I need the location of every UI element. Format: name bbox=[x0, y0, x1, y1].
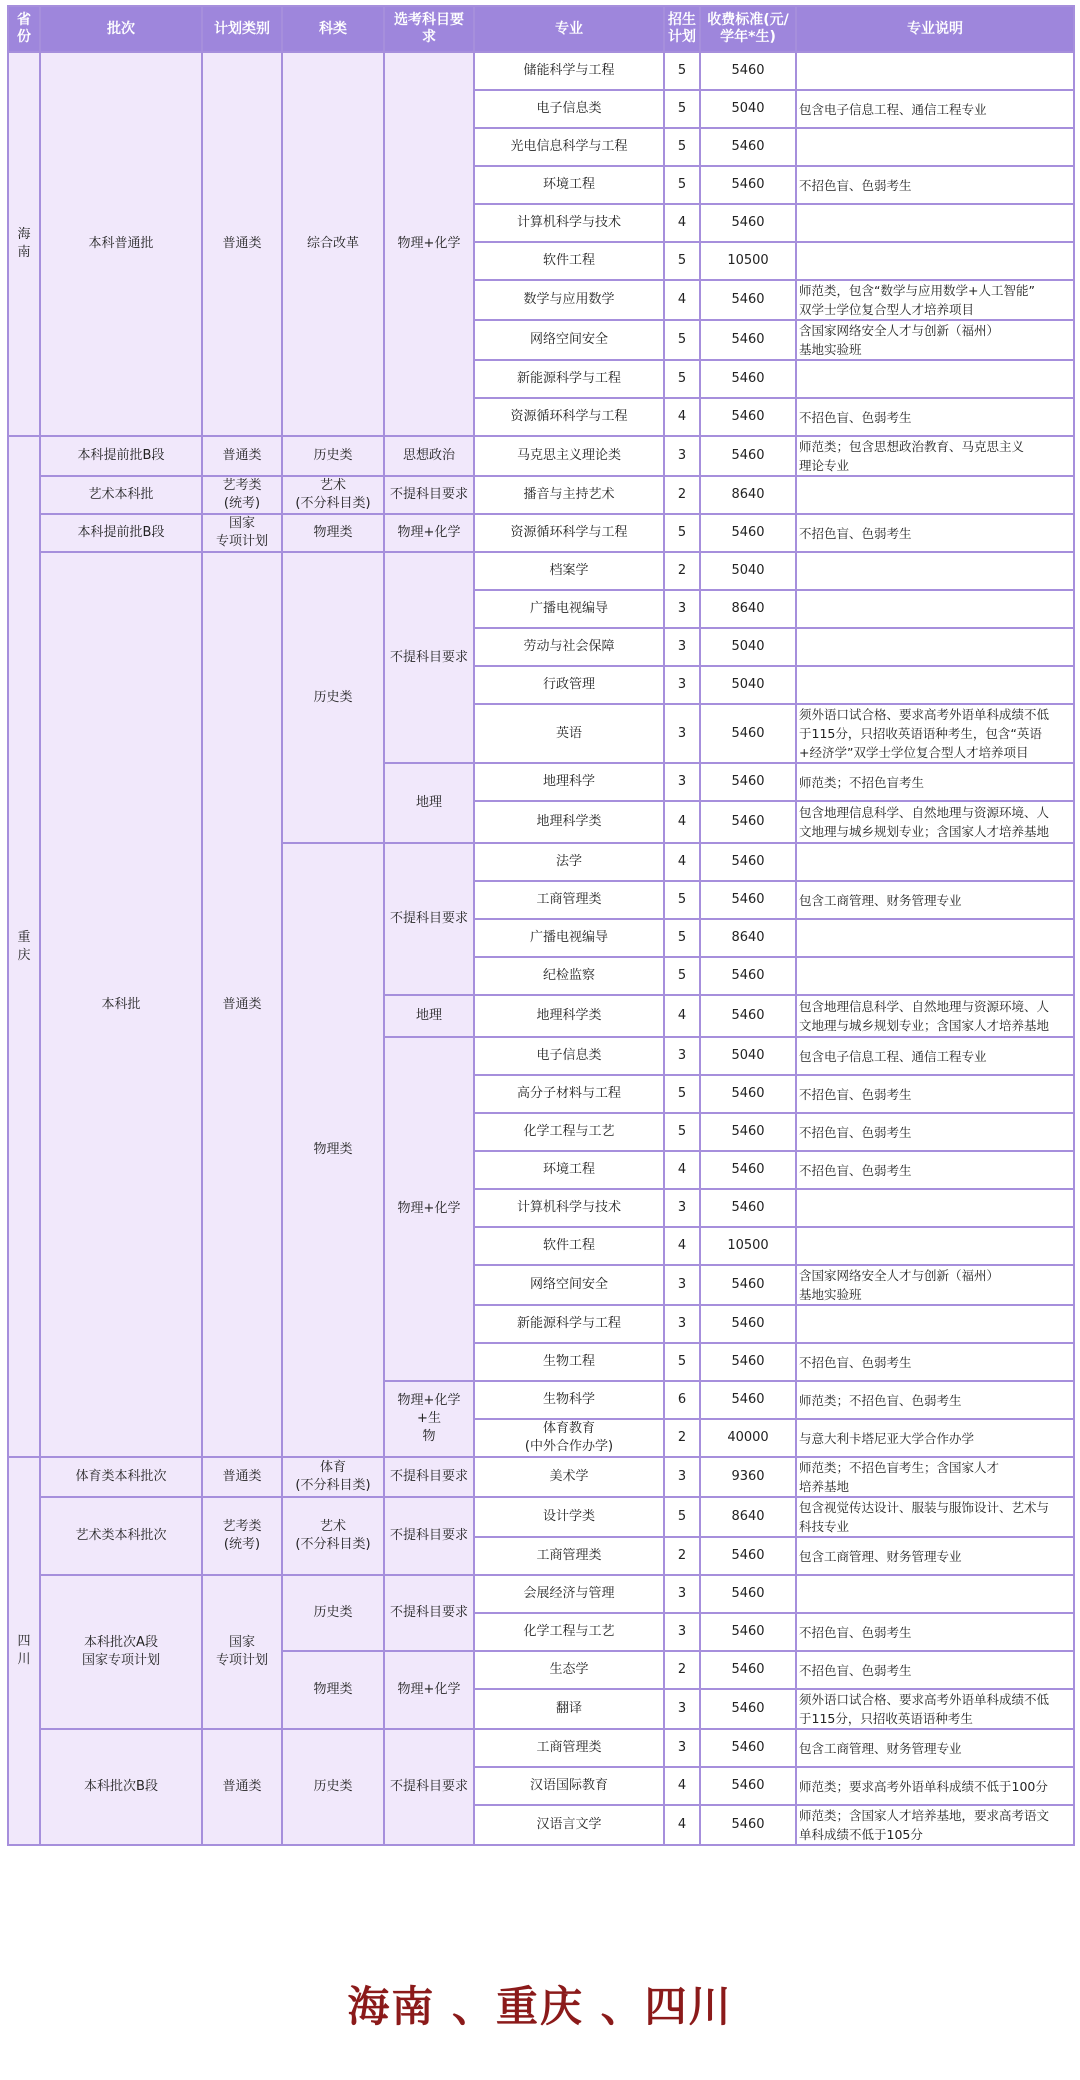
description-cell bbox=[796, 590, 1074, 628]
major-cell: 软件工程 bbox=[474, 242, 664, 280]
description-cell bbox=[796, 628, 1074, 666]
enrollment-cell: 5 bbox=[664, 128, 700, 166]
major-cell: 会展经济与管理 bbox=[474, 1575, 664, 1613]
plan-type-cell: 艺考类 (统考) bbox=[202, 1497, 282, 1575]
major-cell: 工商管理类 bbox=[474, 1537, 664, 1575]
fee-cell: 5460 bbox=[700, 1729, 796, 1767]
subject-category-cell: 艺术 (不分科目类) bbox=[282, 1497, 384, 1575]
enrollment-cell: 3 bbox=[664, 590, 700, 628]
fee-cell: 5460 bbox=[700, 763, 796, 801]
header-fee: 收费标准(元/学年*生) bbox=[700, 6, 796, 52]
description-cell bbox=[796, 1227, 1074, 1265]
table-row bbox=[8, 436, 1074, 476]
description-cell bbox=[796, 242, 1074, 280]
table-row bbox=[8, 1497, 1074, 1537]
fee-cell: 40000 bbox=[700, 1419, 796, 1457]
description-cell: 不招色盲、色弱考生 bbox=[796, 1113, 1074, 1151]
description-cell: 师范类；含国家人才培养基地，要求高考语文 单科成绩不低于105分 bbox=[796, 1805, 1074, 1845]
enrollment-cell: 4 bbox=[664, 1151, 700, 1189]
fee-cell: 5460 bbox=[700, 436, 796, 476]
batch-cell: 本科批 bbox=[40, 552, 202, 1457]
subject-requirement-cell: 地理 bbox=[384, 763, 474, 843]
fee-cell: 5460 bbox=[700, 1575, 796, 1613]
enrollment-cell: 3 bbox=[664, 1613, 700, 1651]
enrollment-cell: 5 bbox=[664, 90, 700, 128]
enrollment-cell: 5 bbox=[664, 1075, 700, 1113]
fee-cell: 5460 bbox=[700, 204, 796, 242]
major-cell: 设计学类 bbox=[474, 1497, 664, 1537]
major-cell: 新能源科学与工程 bbox=[474, 360, 664, 398]
subject-category-cell: 综合改革 bbox=[282, 52, 384, 436]
enrollment-cell: 3 bbox=[664, 436, 700, 476]
enrollment-cell: 4 bbox=[664, 843, 700, 881]
fee-cell: 5460 bbox=[700, 881, 796, 919]
major-cell: 马克思主义理论类 bbox=[474, 436, 664, 476]
enrollment-cell: 4 bbox=[664, 1805, 700, 1845]
fee-cell: 5460 bbox=[700, 398, 796, 436]
description-cell: 包含视觉传达设计、服装与服饰设计、艺术与 科技专业 bbox=[796, 1497, 1074, 1537]
table-row bbox=[8, 52, 1074, 90]
major-cell: 光电信息科学与工程 bbox=[474, 128, 664, 166]
major-cell: 环境工程 bbox=[474, 166, 664, 204]
enrollment-cell: 5 bbox=[664, 957, 700, 995]
table-row bbox=[8, 1457, 1074, 1497]
major-cell: 生态学 bbox=[474, 1651, 664, 1689]
batch-cell: 本科提前批B段 bbox=[40, 436, 202, 476]
enrollment-cell: 4 bbox=[664, 204, 700, 242]
fee-cell: 5460 bbox=[700, 1343, 796, 1381]
description-cell bbox=[796, 552, 1074, 590]
description-cell: 包含地理信息科学、自然地理与资源环境、人 文地理与城乡规划专业；含国家人才培养基地 bbox=[796, 801, 1074, 843]
subject-category-cell: 艺术 (不分科目类) bbox=[282, 476, 384, 514]
description-cell: 含国家网络安全人才与创新（福州） 基地实验班 bbox=[796, 1265, 1074, 1305]
subject-requirement-cell: 不提科目要求 bbox=[384, 1575, 474, 1651]
header-description: 专业说明 bbox=[796, 6, 1074, 52]
fee-cell: 5460 bbox=[700, 128, 796, 166]
major-cell: 软件工程 bbox=[474, 1227, 664, 1265]
description-cell bbox=[796, 1305, 1074, 1343]
header-plan-type: 计划类别 bbox=[202, 6, 282, 52]
fee-cell: 5460 bbox=[700, 1151, 796, 1189]
subject-requirement-cell: 地理 bbox=[384, 995, 474, 1037]
enrollment-cell: 4 bbox=[664, 995, 700, 1037]
fee-cell: 8640 bbox=[700, 476, 796, 514]
subject-category-cell: 物理类 bbox=[282, 1651, 384, 1729]
description-cell: 不招色盲、色弱考生 bbox=[796, 1343, 1074, 1381]
major-cell: 电子信息类 bbox=[474, 1037, 664, 1075]
enrollment-cell: 5 bbox=[664, 166, 700, 204]
description-cell bbox=[796, 476, 1074, 514]
major-cell: 网络空间安全 bbox=[474, 1265, 664, 1305]
description-cell: 师范类；不招色盲、色弱考生 bbox=[796, 1381, 1074, 1419]
subject-requirement-cell: 不提科目要求 bbox=[384, 1457, 474, 1497]
fee-cell: 8640 bbox=[700, 1497, 796, 1537]
enrollment-cell: 3 bbox=[664, 666, 700, 704]
enrollment-cell: 3 bbox=[664, 763, 700, 801]
description-cell: 含国家网络安全人才与创新（福州） 基地实验班 bbox=[796, 320, 1074, 360]
fee-cell: 5460 bbox=[700, 360, 796, 398]
fee-cell: 5460 bbox=[700, 514, 796, 552]
enrollment-cell: 4 bbox=[664, 801, 700, 843]
subject-requirement-cell: 不提科目要求 bbox=[384, 843, 474, 995]
subject-category-cell: 历史类 bbox=[282, 1575, 384, 1651]
admissions-table bbox=[7, 5, 1075, 1846]
major-cell: 计算机科学与技术 bbox=[474, 204, 664, 242]
enrollment-cell: 5 bbox=[664, 514, 700, 552]
description-cell: 包含工商管理、财务管理专业 bbox=[796, 1729, 1074, 1767]
enrollment-cell: 4 bbox=[664, 280, 700, 320]
enrollment-cell: 2 bbox=[664, 476, 700, 514]
subject-requirement-cell: 不提科目要求 bbox=[384, 476, 474, 514]
plan-type-cell: 国家 专项计划 bbox=[202, 1575, 282, 1729]
major-cell: 广播电视编导 bbox=[474, 590, 664, 628]
enrollment-cell: 6 bbox=[664, 1381, 700, 1419]
description-cell: 包含工商管理、财务管理专业 bbox=[796, 881, 1074, 919]
table-body bbox=[8, 52, 1074, 1845]
description-cell: 不招色盲、色弱考生 bbox=[796, 1651, 1074, 1689]
description-cell: 不招色盲、色弱考生 bbox=[796, 1613, 1074, 1651]
major-cell: 工商管理类 bbox=[474, 881, 664, 919]
description-cell: 师范类；不招色盲考生 bbox=[796, 763, 1074, 801]
plan-type-cell: 艺考类 (统考) bbox=[202, 476, 282, 514]
enrollment-cell: 3 bbox=[664, 1575, 700, 1613]
description-cell: 师范类，包含“数学与应用数学+人工智能” 双学士学位复合型人才培养项目 bbox=[796, 280, 1074, 320]
subject-category-cell: 体育 (不分科目类) bbox=[282, 1457, 384, 1497]
major-cell: 纪检监察 bbox=[474, 957, 664, 995]
plan-type-cell: 普通类 bbox=[202, 1457, 282, 1497]
major-cell: 档案学 bbox=[474, 552, 664, 590]
batch-cell: 本科批次B段 bbox=[40, 1729, 202, 1845]
enrollment-cell: 2 bbox=[664, 1537, 700, 1575]
fee-cell: 5460 bbox=[700, 843, 796, 881]
batch-cell: 艺术本科批 bbox=[40, 476, 202, 514]
major-cell: 工商管理类 bbox=[474, 1729, 664, 1767]
fee-cell: 5460 bbox=[700, 1613, 796, 1651]
subject-requirement-cell: 不提科目要求 bbox=[384, 1497, 474, 1575]
enrollment-cell: 5 bbox=[664, 320, 700, 360]
subject-category-cell: 历史类 bbox=[282, 1729, 384, 1845]
plan-type-cell: 普通类 bbox=[202, 1729, 282, 1845]
enrollment-cell: 2 bbox=[664, 1419, 700, 1457]
major-cell: 生物科学 bbox=[474, 1381, 664, 1419]
major-cell: 化学工程与工艺 bbox=[474, 1613, 664, 1651]
major-cell: 资源循环科学与工程 bbox=[474, 514, 664, 552]
major-cell: 美术学 bbox=[474, 1457, 664, 1497]
fee-cell: 5460 bbox=[700, 1651, 796, 1689]
major-cell: 法学 bbox=[474, 843, 664, 881]
description-cell: 包含地理信息科学、自然地理与资源环境、人 文地理与城乡规划专业；含国家人才培养基地 bbox=[796, 995, 1074, 1037]
major-cell: 新能源科学与工程 bbox=[474, 1305, 664, 1343]
enrollment-cell: 3 bbox=[664, 1305, 700, 1343]
description-cell bbox=[796, 204, 1074, 242]
description-cell: 须外语口试合格、要求高考外语单科成绩不低 于115分，只招收英语语种考生，包含“英语 +经济学”双学士学位复合型人才培养项目 bbox=[796, 704, 1074, 763]
description-cell bbox=[796, 666, 1074, 704]
major-cell: 广播电视编导 bbox=[474, 919, 664, 957]
fee-cell: 5040 bbox=[700, 628, 796, 666]
major-cell: 地理科学类 bbox=[474, 801, 664, 843]
major-cell: 劳动与社会保障 bbox=[474, 628, 664, 666]
major-cell: 高分子材料与工程 bbox=[474, 1075, 664, 1113]
fee-cell: 10500 bbox=[700, 1227, 796, 1265]
enrollment-cell: 3 bbox=[664, 628, 700, 666]
plan-type-cell: 普通类 bbox=[202, 436, 282, 476]
fee-cell: 5460 bbox=[700, 280, 796, 320]
enrollment-cell: 4 bbox=[664, 1767, 700, 1805]
enrollment-cell: 4 bbox=[664, 398, 700, 436]
enrollment-cell: 5 bbox=[664, 919, 700, 957]
enrollment-cell: 5 bbox=[664, 52, 700, 90]
fee-cell: 5460 bbox=[700, 957, 796, 995]
fee-cell: 5460 bbox=[700, 1689, 796, 1729]
subject-requirement-cell: 物理+化学 bbox=[384, 52, 474, 436]
enrollment-cell: 5 bbox=[664, 881, 700, 919]
fee-cell: 9360 bbox=[700, 1457, 796, 1497]
major-cell: 资源循环科学与工程 bbox=[474, 398, 664, 436]
description-cell bbox=[796, 360, 1074, 398]
fee-cell: 5460 bbox=[700, 1537, 796, 1575]
description-cell: 不招色盲、色弱考生 bbox=[796, 514, 1074, 552]
header-enrollment: 招生计划 bbox=[664, 6, 700, 52]
description-cell: 不招色盲、色弱考生 bbox=[796, 166, 1074, 204]
enrollment-cell: 3 bbox=[664, 1689, 700, 1729]
description-cell bbox=[796, 128, 1074, 166]
enrollment-cell: 5 bbox=[664, 1343, 700, 1381]
enrollment-cell: 2 bbox=[664, 552, 700, 590]
major-cell: 化学工程与工艺 bbox=[474, 1113, 664, 1151]
major-cell: 网络空间安全 bbox=[474, 320, 664, 360]
major-cell: 地理科学类 bbox=[474, 995, 664, 1037]
fee-cell: 5460 bbox=[700, 1113, 796, 1151]
major-cell: 地理科学 bbox=[474, 763, 664, 801]
enrollment-cell: 3 bbox=[664, 1265, 700, 1305]
fee-cell: 5040 bbox=[700, 552, 796, 590]
fee-cell: 5460 bbox=[700, 995, 796, 1037]
table-row bbox=[8, 1575, 1074, 1613]
subject-requirement-cell: 不提科目要求 bbox=[384, 1729, 474, 1845]
province-cell: 海 南 bbox=[8, 52, 40, 436]
header-batch: 批次 bbox=[40, 6, 202, 52]
description-cell bbox=[796, 1575, 1074, 1613]
plan-type-cell: 国家 专项计划 bbox=[202, 514, 282, 552]
description-cell: 师范类；包含思想政治教育、马克思主义 理论专业 bbox=[796, 436, 1074, 476]
batch-cell: 体育类本科批次 bbox=[40, 1457, 202, 1497]
table-row bbox=[8, 552, 1074, 590]
fee-cell: 8640 bbox=[700, 919, 796, 957]
major-cell: 播音与主持艺术 bbox=[474, 476, 664, 514]
major-cell: 环境工程 bbox=[474, 1151, 664, 1189]
subject-requirement-cell: 物理+化学 bbox=[384, 514, 474, 552]
subject-requirement-cell: 物理+化学 bbox=[384, 1037, 474, 1381]
fee-cell: 10500 bbox=[700, 242, 796, 280]
fee-cell: 5460 bbox=[700, 1767, 796, 1805]
description-cell: 不招色盲、色弱考生 bbox=[796, 1151, 1074, 1189]
subject-requirement-cell: 物理+化学+生 物 bbox=[384, 1381, 474, 1457]
plan-type-cell: 普通类 bbox=[202, 52, 282, 436]
fee-cell: 5040 bbox=[700, 666, 796, 704]
enrollment-cell: 2 bbox=[664, 1651, 700, 1689]
fee-cell: 5460 bbox=[700, 801, 796, 843]
description-cell: 不招色盲、色弱考生 bbox=[796, 398, 1074, 436]
subject-requirement-cell: 思想政治 bbox=[384, 436, 474, 476]
major-cell: 电子信息类 bbox=[474, 90, 664, 128]
enrollment-cell: 5 bbox=[664, 1497, 700, 1537]
description-cell: 师范类；要求高考外语单科成绩不低于100分 bbox=[796, 1767, 1074, 1805]
table-row bbox=[8, 1729, 1074, 1767]
major-cell: 体育教育 (中外合作办学) bbox=[474, 1419, 664, 1457]
description-cell: 包含工商管理、财务管理专业 bbox=[796, 1537, 1074, 1575]
enrollment-cell: 3 bbox=[664, 704, 700, 763]
description-cell: 包含电子信息工程、通信工程专业 bbox=[796, 1037, 1074, 1075]
fee-cell: 5460 bbox=[700, 320, 796, 360]
batch-cell: 本科提前批B段 bbox=[40, 514, 202, 552]
fee-cell: 5460 bbox=[700, 52, 796, 90]
major-cell: 翻译 bbox=[474, 1689, 664, 1729]
header-province: 省份 bbox=[8, 6, 40, 52]
major-cell: 储能科学与工程 bbox=[474, 52, 664, 90]
subject-category-cell: 历史类 bbox=[282, 552, 384, 843]
enrollment-cell: 5 bbox=[664, 242, 700, 280]
enrollment-cell: 4 bbox=[664, 1227, 700, 1265]
subject-category-cell: 历史类 bbox=[282, 436, 384, 476]
province-cell: 重 庆 bbox=[8, 436, 40, 1457]
enrollment-cell: 5 bbox=[664, 360, 700, 398]
subject-requirement-cell: 不提科目要求 bbox=[384, 552, 474, 763]
fee-cell: 5460 bbox=[700, 1189, 796, 1227]
fee-cell: 5460 bbox=[700, 1305, 796, 1343]
enrollment-cell: 3 bbox=[664, 1729, 700, 1767]
fee-cell: 8640 bbox=[700, 590, 796, 628]
batch-cell: 本科批次A段 国家专项计划 bbox=[40, 1575, 202, 1729]
page-title: 海南 、重庆 、四川 bbox=[347, 1982, 733, 2031]
batch-cell: 本科普通批 bbox=[40, 52, 202, 436]
major-cell: 行政管理 bbox=[474, 666, 664, 704]
table-row bbox=[8, 476, 1074, 514]
description-cell bbox=[796, 843, 1074, 881]
plan-type-cell: 普通类 bbox=[202, 552, 282, 1457]
enrollment-cell: 3 bbox=[664, 1037, 700, 1075]
major-cell: 生物工程 bbox=[474, 1343, 664, 1381]
fee-cell: 5460 bbox=[700, 704, 796, 763]
description-cell: 包含电子信息工程、通信工程专业 bbox=[796, 90, 1074, 128]
enrollment-cell: 3 bbox=[664, 1457, 700, 1497]
major-cell: 数学与应用数学 bbox=[474, 280, 664, 320]
fee-cell: 5460 bbox=[700, 1805, 796, 1845]
major-cell: 计算机科学与技术 bbox=[474, 1189, 664, 1227]
description-cell bbox=[796, 1189, 1074, 1227]
fee-cell: 5460 bbox=[700, 1381, 796, 1419]
description-cell: 师范类；不招色盲考生；含国家人才 培养基地 bbox=[796, 1457, 1074, 1497]
subject-category-cell: 物理类 bbox=[282, 514, 384, 552]
major-cell: 英语 bbox=[474, 704, 664, 763]
admissions-table-container bbox=[7, 5, 1073, 1846]
enrollment-cell: 3 bbox=[664, 1189, 700, 1227]
description-cell: 与意大利卡塔尼亚大学合作办学 bbox=[796, 1419, 1074, 1457]
fee-cell: 5460 bbox=[700, 166, 796, 204]
header-major: 专业 bbox=[474, 6, 664, 52]
fee-cell: 5460 bbox=[700, 1075, 796, 1113]
header-subject-category: 科类 bbox=[282, 6, 384, 52]
description-cell bbox=[796, 52, 1074, 90]
description-cell bbox=[796, 957, 1074, 995]
major-cell: 汉语国际教育 bbox=[474, 1767, 664, 1805]
province-cell: 四 川 bbox=[8, 1457, 40, 1845]
header-subject-requirement: 选考科目要求 bbox=[384, 6, 474, 52]
batch-cell: 艺术类本科批次 bbox=[40, 1497, 202, 1575]
description-cell: 不招色盲、色弱考生 bbox=[796, 1075, 1074, 1113]
description-cell bbox=[796, 919, 1074, 957]
subject-requirement-cell: 物理+化学 bbox=[384, 1651, 474, 1729]
enrollment-cell: 5 bbox=[664, 1113, 700, 1151]
fee-cell: 5040 bbox=[700, 90, 796, 128]
fee-cell: 5040 bbox=[700, 1037, 796, 1075]
header-row bbox=[8, 6, 1074, 52]
fee-cell: 5460 bbox=[700, 1265, 796, 1305]
subject-category-cell: 物理类 bbox=[282, 843, 384, 1457]
table-row bbox=[8, 514, 1074, 552]
major-cell: 汉语言文学 bbox=[474, 1805, 664, 1845]
description-cell: 须外语口试合格、要求高考外语单科成绩不低 于115分，只招收英语语种考生 bbox=[796, 1689, 1074, 1729]
